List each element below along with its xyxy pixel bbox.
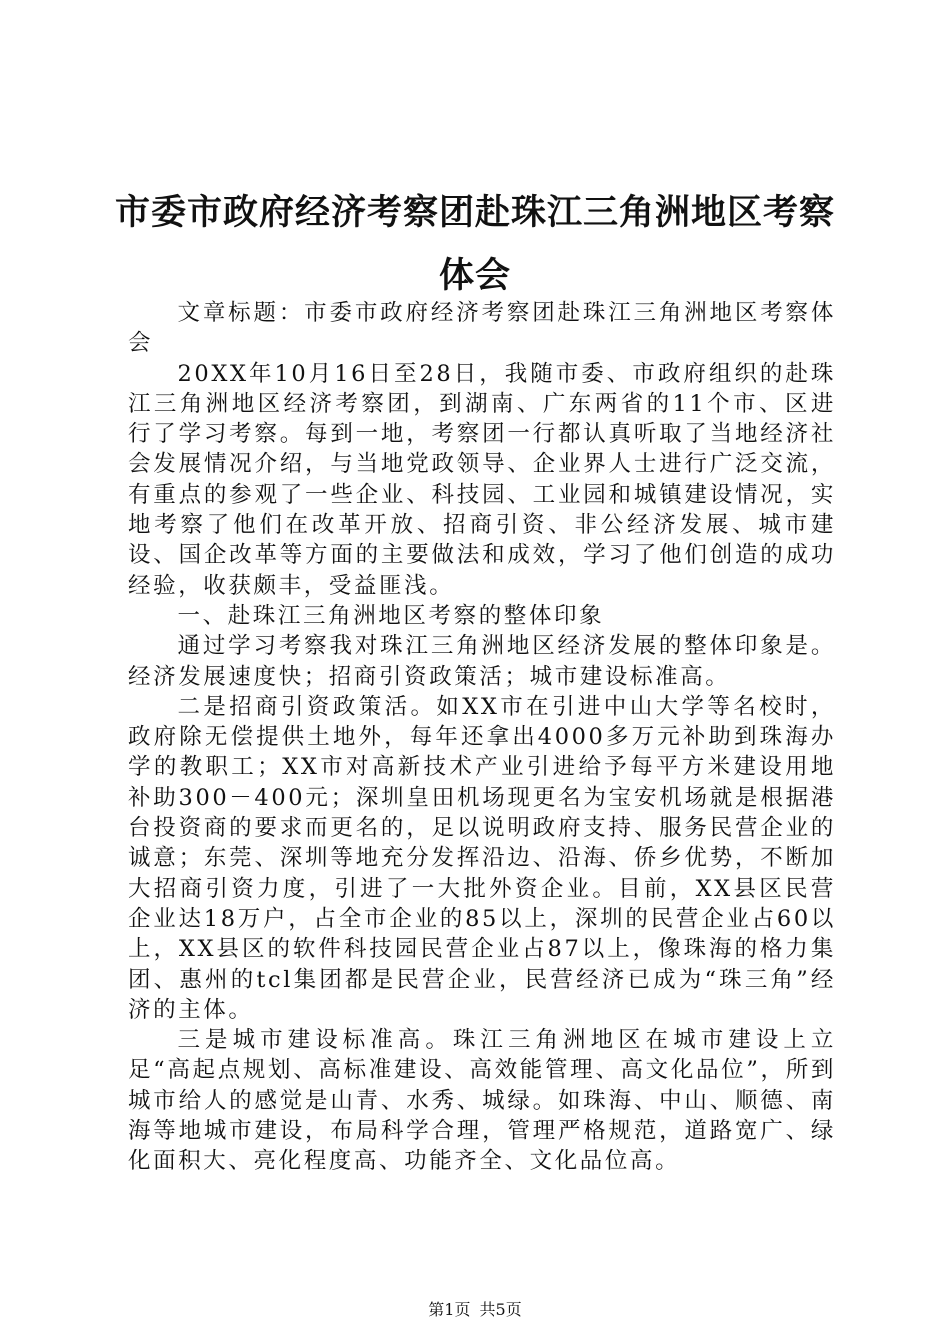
paragraph-article-title: 文章标题：市委市政府经济考察团赴珠江三角洲地区考察体会 — [128, 300, 836, 357]
page-total: 共5页 — [479, 1300, 522, 1319]
paragraph-city-construction: 三是城市建设标准高。珠江三角洲地区在城市建设上立足“高起点规划、高标准建设、高效能管理、高文化品位”，所到城市给人的感觉是山青、水秀、城绿。如珠海、中山、顺德、南海等地城市建设，布局科学合理，管理严格规范，道路宽广、绿化面积大、亮化程度高、功能齐全、文化品位高。 — [128, 1027, 836, 1175]
page-number: 第1页 — [428, 1300, 471, 1319]
document-title: 市委市政府经济考察团赴珠江三角洲地区考察体会 — [114, 193, 835, 296]
section-heading: 一、赴珠江三角洲地区考察的整体印象 — [177, 602, 605, 629]
paragraph-overall-impression: 通过学习考察我对珠江三角洲地区经济发展的整体印象是。经济发展速度快；招商引资政策活；城市建设标准高。 — [128, 633, 836, 690]
document-body — [128, 298, 836, 1177]
page-footer — [0, 1300, 950, 1320]
paragraph-intro: 20XX年10月16日至28日，我随市委、市政府组织的赴珠江三角洲地区经济考察团，到湖南、广东两省的11个市、区进行了学习考察。每到一地，考察团一行都认真听取了当地经济社会发展情况介绍，与当地党政领导、企业界人士进行广泛交流，有重点的参观了一些企业、科技园、工业园和城镇建设情况，实地考察了他们在改革开放、招商引资、非公经济发展、城市建设、国企改革等方面的主要做法和成效，学习了他们创造的成功经验，收获颇丰，受益匪浅。 — [128, 360, 836, 599]
paragraph-investment-policy: 二是招商引资政策活。如XX市在引进中山大学等名校时，政府除无偿提供土地外，每年还拿出4000多万元补助到珠海办学的教职工；XX市对高新技术产业引进给予每平方米建设用地补助300－400元；深圳皇田机场现更名为宝安机场就是根据港台投资商的要求而更名的，足以说明政府支持、服务民营企业的诚意；东莞、深圳等地充分发挥沿边、沿海、侨乡优势，不断加大招商引资力度，引进了一大批外资企业。目前，XX县区民营企业达18万户，占全市企业的85以上，深圳的民营企业占60以上，XX县区的软件科技园民营企业占87以上，像珠海的格力集团、惠州的tcl集团都是民营企业，民营经济已成为“珠三角”经济的主体。 — [128, 693, 836, 1023]
